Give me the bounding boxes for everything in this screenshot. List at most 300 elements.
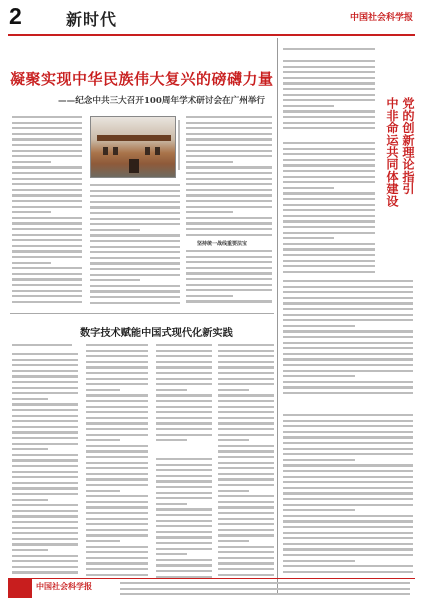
text-line xyxy=(283,164,375,166)
text-line xyxy=(186,127,272,129)
text-line xyxy=(156,417,212,419)
text-line xyxy=(156,503,187,505)
text-line xyxy=(156,480,212,482)
text-line xyxy=(90,234,180,236)
text-line xyxy=(12,409,78,411)
text-line xyxy=(186,295,233,297)
text-line xyxy=(12,150,82,152)
second-byline xyxy=(12,344,72,349)
text-line xyxy=(283,364,413,366)
right-column-title xyxy=(380,97,416,272)
right-text-4 xyxy=(283,414,413,574)
text-line xyxy=(156,361,212,363)
text-line xyxy=(283,142,375,144)
text-line xyxy=(218,462,274,464)
text-line xyxy=(218,350,274,352)
text-line xyxy=(218,406,274,408)
text-line xyxy=(12,267,82,269)
text-line xyxy=(283,60,375,62)
text-line xyxy=(218,456,274,458)
text-line xyxy=(218,394,274,396)
text-line xyxy=(283,381,413,383)
text-line xyxy=(218,344,274,346)
text-line xyxy=(86,350,148,352)
text-line xyxy=(86,518,148,520)
text-line xyxy=(283,420,413,422)
second-col-4-text xyxy=(218,344,274,578)
page-number: 2 xyxy=(9,3,22,29)
text-line xyxy=(86,366,148,368)
text-line xyxy=(86,344,148,346)
text-line xyxy=(283,220,375,222)
building-photo xyxy=(90,116,176,178)
text-line xyxy=(283,554,413,556)
text-line xyxy=(12,454,78,456)
text-line xyxy=(283,198,375,200)
text-line xyxy=(283,314,413,316)
second-col-3-text xyxy=(156,344,212,444)
text-line xyxy=(283,425,413,427)
text-line xyxy=(283,215,375,217)
text-line xyxy=(283,159,375,161)
text-line xyxy=(283,232,375,234)
text-line xyxy=(283,358,413,360)
second-col-3b-text xyxy=(156,458,212,578)
photo-door xyxy=(129,159,139,173)
text-line xyxy=(218,467,274,469)
text-line xyxy=(86,467,148,469)
text-line xyxy=(12,161,51,163)
text-line xyxy=(283,319,413,321)
text-line xyxy=(12,415,78,417)
text-line xyxy=(120,582,410,584)
text-line xyxy=(12,301,82,303)
text-line xyxy=(218,411,274,413)
text-line xyxy=(283,94,375,96)
photo-window xyxy=(145,147,150,155)
text-line xyxy=(156,439,187,441)
text-line xyxy=(90,302,180,304)
text-line xyxy=(218,372,274,374)
text-line xyxy=(156,564,212,566)
text-line xyxy=(283,481,413,483)
text-line xyxy=(12,549,48,551)
text-line xyxy=(12,504,78,506)
right-text-2 xyxy=(283,142,375,277)
text-line xyxy=(283,280,413,282)
text-line xyxy=(186,211,233,213)
text-line xyxy=(12,206,82,208)
photo-window xyxy=(155,147,160,155)
text-line xyxy=(12,144,82,146)
text-line xyxy=(86,389,120,391)
text-line xyxy=(86,417,148,419)
text-line xyxy=(12,443,78,445)
text-line xyxy=(12,521,78,523)
text-line xyxy=(120,593,410,595)
text-line xyxy=(156,525,212,527)
right-title-line-1: 党的创新理论指引 xyxy=(401,97,415,195)
text-line xyxy=(156,486,212,488)
text-line xyxy=(156,422,212,424)
header-rule xyxy=(8,34,415,36)
text-line xyxy=(283,442,413,444)
text-line xyxy=(12,420,78,422)
second-col-2-text xyxy=(86,344,148,578)
text-line xyxy=(12,155,82,157)
footer-info xyxy=(120,582,410,596)
footer-badge xyxy=(8,579,32,598)
text-line xyxy=(156,497,212,499)
text-line xyxy=(283,66,375,68)
text-line xyxy=(156,355,212,357)
text-line xyxy=(283,375,355,377)
text-line xyxy=(218,506,274,508)
text-line xyxy=(90,218,180,220)
text-line xyxy=(218,400,274,402)
text-line xyxy=(218,478,274,480)
text-line xyxy=(186,256,272,258)
text-line xyxy=(156,400,212,402)
text-line xyxy=(156,531,212,533)
text-line xyxy=(156,458,212,460)
photo-caption xyxy=(178,116,186,178)
right-title-line-2: 中非命运共同体建设 xyxy=(385,97,399,207)
text-line xyxy=(12,172,82,174)
text-line xyxy=(186,272,272,274)
text-line xyxy=(283,509,355,511)
text-line xyxy=(12,387,78,389)
text-line xyxy=(86,501,148,503)
text-line xyxy=(186,250,272,252)
text-line xyxy=(12,239,82,241)
text-line xyxy=(186,228,272,230)
text-line xyxy=(218,473,274,475)
text-line xyxy=(283,353,413,355)
text-line xyxy=(186,178,272,180)
footer-rule xyxy=(8,578,415,579)
text-line xyxy=(283,532,413,534)
text-line xyxy=(86,462,148,464)
text-line xyxy=(283,560,355,562)
text-line xyxy=(12,290,82,292)
text-line xyxy=(12,465,78,467)
text-line xyxy=(156,394,212,396)
text-line xyxy=(12,250,82,252)
text-line xyxy=(86,450,148,452)
photo-window xyxy=(113,147,118,155)
text-line xyxy=(86,506,148,508)
text-line xyxy=(283,110,375,112)
text-line xyxy=(156,548,212,550)
text-line xyxy=(12,510,78,512)
text-line xyxy=(283,537,413,539)
text-line xyxy=(186,122,272,124)
text-line xyxy=(283,105,334,107)
text-line xyxy=(86,557,148,559)
text-line xyxy=(218,557,274,559)
footer-brand: 中国社会科学报 xyxy=(36,581,92,591)
text-line xyxy=(283,548,413,550)
text-line xyxy=(156,475,212,477)
text-line xyxy=(156,464,212,466)
text-line xyxy=(12,499,48,501)
text-line xyxy=(283,392,413,394)
text-line xyxy=(12,138,82,140)
text-line xyxy=(218,529,274,531)
text-line xyxy=(12,211,51,213)
text-line xyxy=(86,422,148,424)
text-line xyxy=(186,284,272,286)
text-line xyxy=(218,518,274,520)
text-line xyxy=(283,176,375,178)
text-line xyxy=(283,82,375,84)
text-line xyxy=(283,476,413,478)
text-line xyxy=(90,290,180,292)
text-line xyxy=(186,166,272,168)
text-line xyxy=(283,116,375,118)
text-line xyxy=(12,200,82,202)
text-line xyxy=(283,170,375,172)
text-line xyxy=(283,209,375,211)
text-line xyxy=(12,437,78,439)
text-line xyxy=(12,217,82,219)
text-line xyxy=(283,204,375,206)
text-line xyxy=(186,200,272,202)
text-line xyxy=(283,297,413,299)
text-line xyxy=(283,122,375,124)
text-line xyxy=(86,434,148,436)
text-line xyxy=(283,431,413,433)
text-line xyxy=(186,289,272,291)
text-line xyxy=(186,172,272,174)
text-line xyxy=(12,278,82,280)
text-line xyxy=(218,551,274,553)
text-line xyxy=(283,571,413,573)
text-line xyxy=(86,551,148,553)
text-line xyxy=(156,514,212,516)
text-line xyxy=(186,189,272,191)
text-line xyxy=(283,254,375,256)
text-line xyxy=(90,201,180,203)
text-line xyxy=(12,555,78,557)
text-line xyxy=(12,392,78,394)
text-line xyxy=(283,260,375,262)
text-line xyxy=(86,406,148,408)
text-line xyxy=(186,267,272,269)
text-line xyxy=(218,534,274,536)
text-line xyxy=(283,271,375,273)
text-line xyxy=(218,378,274,380)
text-line xyxy=(86,478,148,480)
text-line xyxy=(12,543,78,545)
text-line xyxy=(12,194,82,196)
text-line xyxy=(218,389,249,391)
text-line xyxy=(90,229,140,231)
text-line xyxy=(283,464,413,466)
text-line xyxy=(12,273,82,275)
text-line xyxy=(12,183,82,185)
text-line xyxy=(86,484,148,486)
text-line xyxy=(12,133,82,135)
photo-roof xyxy=(97,135,171,141)
text-line xyxy=(283,243,375,245)
text-line xyxy=(283,543,413,545)
text-line xyxy=(90,296,180,298)
text-line xyxy=(12,189,82,191)
text-line xyxy=(283,515,413,517)
text-line xyxy=(12,262,51,264)
text-line xyxy=(186,155,272,157)
text-line xyxy=(90,279,140,281)
text-line xyxy=(12,459,78,461)
text-line xyxy=(12,527,78,529)
text-line xyxy=(86,383,148,385)
text-line xyxy=(12,228,82,230)
text-line xyxy=(218,562,274,564)
text-line xyxy=(156,553,187,555)
text-line xyxy=(283,148,375,150)
text-line xyxy=(218,490,249,492)
text-line xyxy=(218,512,274,514)
text-line xyxy=(156,492,212,494)
text-line xyxy=(186,116,272,118)
text-line xyxy=(86,534,148,536)
text-line xyxy=(86,546,148,548)
text-line xyxy=(218,428,274,430)
text-line xyxy=(90,268,180,270)
column-divider xyxy=(277,38,278,593)
text-line xyxy=(283,336,413,338)
text-line xyxy=(283,370,413,372)
text-line xyxy=(156,559,212,561)
text-line xyxy=(12,381,78,383)
text-line xyxy=(283,520,413,522)
text-line xyxy=(156,520,212,522)
text-line xyxy=(12,566,78,568)
text-line xyxy=(90,285,180,287)
lead-headline: 凝聚实现中华民族伟大复兴的磅礴力量 xyxy=(10,70,274,88)
text-line xyxy=(156,570,212,572)
text-line xyxy=(218,439,249,441)
text-line xyxy=(12,375,78,377)
text-line xyxy=(283,342,413,344)
text-line xyxy=(283,414,413,416)
text-line xyxy=(12,122,82,124)
text-line xyxy=(186,138,272,140)
text-line xyxy=(86,400,148,402)
text-line xyxy=(186,300,272,302)
text-line xyxy=(86,361,148,363)
text-line xyxy=(12,448,48,450)
text-line xyxy=(283,181,375,183)
text-line xyxy=(12,482,78,484)
text-line xyxy=(156,469,212,471)
text-line xyxy=(12,560,78,562)
text-line xyxy=(283,347,413,349)
text-line xyxy=(283,330,413,332)
lead-col-1-text xyxy=(12,116,82,306)
text-line xyxy=(156,434,212,436)
text-line xyxy=(86,411,148,413)
text-line xyxy=(283,71,375,73)
text-line xyxy=(120,588,410,590)
text-line xyxy=(283,504,413,506)
text-line xyxy=(86,512,148,514)
text-line xyxy=(218,361,274,363)
text-line xyxy=(12,178,82,180)
text-line xyxy=(12,353,78,355)
text-line xyxy=(12,370,78,372)
text-line xyxy=(156,372,212,374)
text-line xyxy=(283,88,375,90)
text-line xyxy=(218,434,274,436)
text-line xyxy=(283,492,413,494)
text-line xyxy=(86,523,148,525)
text-line xyxy=(218,540,249,542)
text-line xyxy=(12,403,78,405)
text-line xyxy=(186,206,272,208)
text-line xyxy=(12,431,78,433)
text-line xyxy=(156,508,212,510)
text-line xyxy=(156,428,212,430)
text-line xyxy=(218,355,274,357)
lead-col-4-text xyxy=(186,250,272,308)
text-line xyxy=(186,150,272,152)
masthead: 中国社会科学报 xyxy=(349,13,413,23)
text-line xyxy=(283,286,413,288)
text-line xyxy=(186,217,272,219)
lead-subheadline: ——纪念中共三大召开100周年学术研讨会在广州举行 xyxy=(58,96,266,106)
text-line xyxy=(12,538,78,540)
text-line xyxy=(12,116,82,118)
text-line xyxy=(12,256,82,258)
text-line xyxy=(90,240,180,242)
text-line xyxy=(186,161,233,163)
text-line xyxy=(186,144,272,146)
text-line xyxy=(218,366,274,368)
text-line xyxy=(186,278,272,280)
text-line xyxy=(12,571,78,573)
text-line xyxy=(12,284,82,286)
text-line xyxy=(12,487,78,489)
text-line xyxy=(86,445,148,447)
text-line xyxy=(12,344,72,346)
text-line xyxy=(12,532,78,534)
text-line xyxy=(283,308,413,310)
text-line xyxy=(86,540,120,542)
text-line xyxy=(90,212,180,214)
text-line xyxy=(86,456,148,458)
text-line xyxy=(283,99,375,101)
text-line xyxy=(156,378,212,380)
text-line xyxy=(283,77,375,79)
text-line xyxy=(86,562,148,564)
text-line xyxy=(90,195,180,197)
text-line xyxy=(86,355,148,357)
text-line xyxy=(90,184,180,186)
lead-col-3-text xyxy=(186,116,272,236)
text-line xyxy=(156,350,212,352)
text-line xyxy=(156,411,212,413)
text-line xyxy=(12,426,78,428)
text-line xyxy=(90,206,180,208)
text-line xyxy=(283,187,334,189)
text-line xyxy=(283,498,413,500)
text-line xyxy=(218,422,274,424)
text-line xyxy=(12,398,48,400)
text-line xyxy=(283,291,413,293)
